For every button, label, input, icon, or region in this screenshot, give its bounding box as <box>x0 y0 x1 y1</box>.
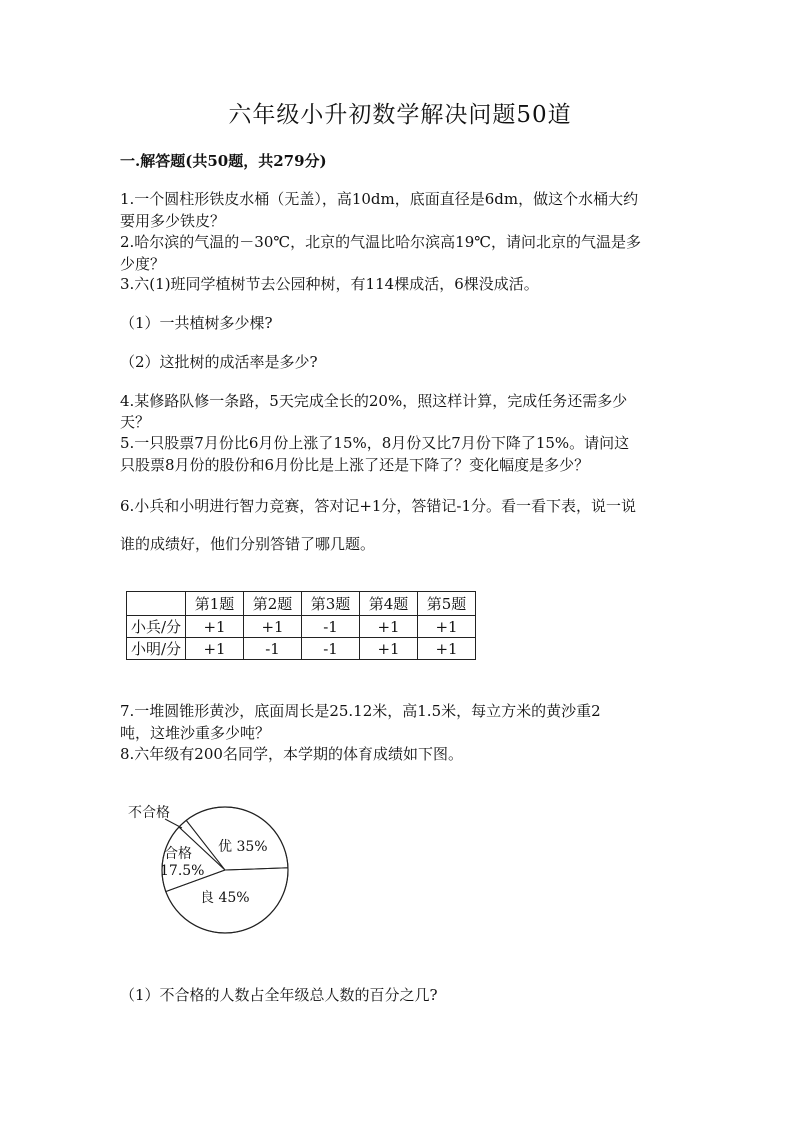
pie-label-pass-percent: 17.5% <box>160 863 205 879</box>
question-4-line-2: 天？ <box>120 413 151 431</box>
table-header-cell: 第1题 <box>186 592 244 616</box>
question-1-line-2: 要用多少铁皮？ <box>120 212 226 230</box>
table-cell: +1 <box>360 638 418 660</box>
score-table <box>126 591 476 660</box>
table-row-label: 小明/分 <box>127 638 186 660</box>
question-6-line-2: 谁的成绩好，他们分别答错了哪几题。 <box>120 535 376 553</box>
pie-label-excellent: 优 35% <box>218 839 268 855</box>
question-3-line-1: 3.六(1)班同学植树节去公园种树，有114棵成活，6棵没成活。 <box>120 275 539 293</box>
table-cell: +1 <box>418 616 476 638</box>
table-cell: +1 <box>360 616 418 638</box>
pie-label-good: 良 45% <box>200 890 250 906</box>
question-2-line-1: 2.哈尔滨的气温的－30℃，北京的气温比哈尔滨高19℃，请问北京的气温是多 <box>120 233 642 251</box>
pie-chart <box>120 795 320 945</box>
table-cell: -1 <box>244 638 302 660</box>
question-7-line-1: 7.一堆圆锥形黄沙，底面周长是25.12米，高1.5米，每立方米的黄沙重2 <box>120 702 601 720</box>
question-8-line-1: 8.六年级有200名同学，本学期的体育成绩如下图。 <box>120 745 463 763</box>
table-cell: +1 <box>186 638 244 660</box>
table-header-row <box>127 592 476 616</box>
table-header-cell: 第5题 <box>418 592 476 616</box>
table-cell: +1 <box>418 638 476 660</box>
question-2-line-2: 少度？ <box>120 255 166 273</box>
question-3-part-1: （1）一共植树多少棵? <box>120 314 273 332</box>
question-8-part-1: （1）不合格的人数占全年级总人数的百分之几? <box>120 986 438 1004</box>
question-7-line-2: 吨，这堆沙重多少吨？ <box>120 724 271 742</box>
question-5-line-2: 只股票8月份的股份和6月份比是上涨了还是下降了？变化幅度是多少？ <box>120 456 590 474</box>
table-cell: +1 <box>186 616 244 638</box>
question-6-line-1: 6.小兵和小明进行智力竞赛，答对记+1分，答错记-1分。看一看下表，说一说 <box>120 497 637 515</box>
table-row <box>127 616 476 638</box>
table-cell: -1 <box>302 616 360 638</box>
table-header-cell: 第4题 <box>360 592 418 616</box>
table-cell <box>127 592 186 616</box>
question-4-line-1: 4.某修路队修一条路，5天完成全长的20%，照这样计算，完成任务还需多少 <box>120 392 628 410</box>
pie-label-fail: 不合格 <box>128 805 170 821</box>
table-cell: -1 <box>302 638 360 660</box>
table-header-cell: 第3题 <box>302 592 360 616</box>
question-1-line-1: 1.一个圆柱形铁皮水桶（无盖），高10dm，底面直径是6dm，做这个水桶大约 <box>120 190 639 208</box>
table-row-label: 小兵/分 <box>127 616 186 638</box>
page-title: 六年级小升初数学解决问题50道 <box>228 102 572 128</box>
table-header-cell: 第2题 <box>244 592 302 616</box>
pie-label-pass: 合格 <box>164 846 192 862</box>
question-3-part-2: （2）这批树的成活率是多少? <box>120 353 318 371</box>
table-row <box>127 638 476 660</box>
section-heading: 一.解答题(共50题，共279分) <box>120 152 327 170</box>
table-cell: +1 <box>244 616 302 638</box>
question-5-line-1: 5.一只股票7月份比6月份上涨了15%，8月份又比7月份下降了15%。请问这 <box>120 434 630 452</box>
